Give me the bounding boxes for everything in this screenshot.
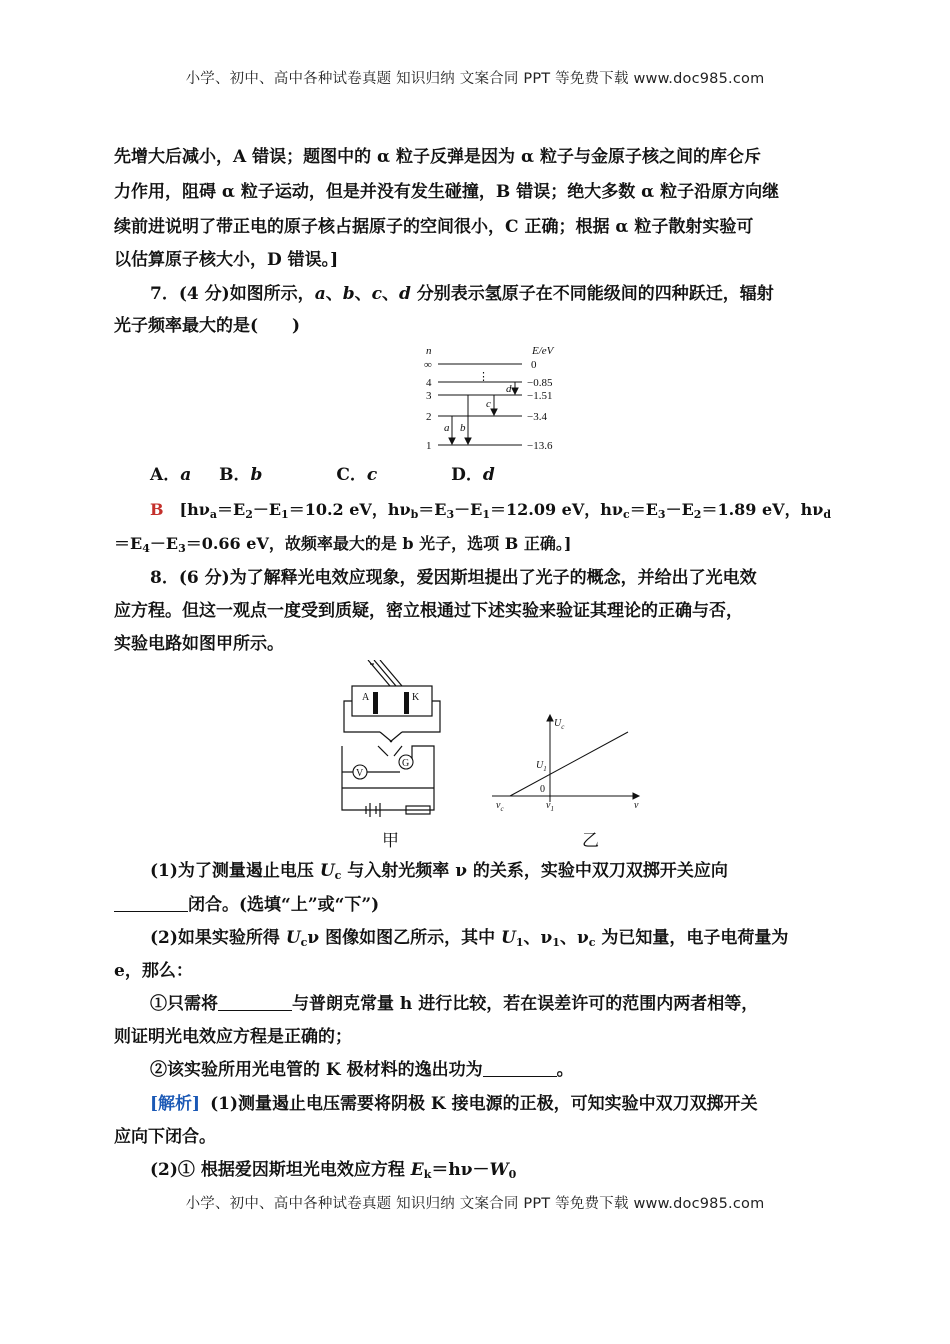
nu-1-label: $\nu_1$: [546, 800, 554, 812]
circuit-diagram: [330, 660, 450, 820]
expl1-text: ＝1.89 eV，hν: [701, 500, 824, 519]
expl1-text: ＝12.09 eV，hν: [490, 500, 624, 519]
expl2-sub: 4: [142, 542, 150, 555]
expl2-text: ＝E: [114, 534, 143, 553]
expl1-text: －E: [454, 500, 483, 519]
expl1-text: ＝E: [418, 500, 447, 519]
label-a: A: [362, 692, 370, 703]
q6-line-4: 以估算原子核大小，D 错误。]: [114, 250, 339, 270]
analysis-line-3: (2)① 根据爱因斯坦光电效应方程 $E_k=h\nu-W_0$: [150, 1160, 517, 1181]
expl1-sub: 2: [245, 508, 253, 521]
blank-work-function[interactable]: [483, 1062, 557, 1077]
q8-p1-line-1: (1)为了测量遏止电压 $U_c$ 与入射光频率 ν 的关系，实验中双刀双掷开关应向: [150, 861, 728, 882]
expl1-text: ＝10.2 eV，hν: [288, 500, 411, 519]
e-axis-label: E/eV: [532, 345, 554, 357]
expl1-sub: b: [410, 508, 419, 521]
expl1-text: ＝E: [629, 500, 658, 519]
uc-nu-graph: [488, 712, 648, 812]
voltmeter-label: V: [356, 768, 364, 779]
q6-line-1: 先增大后减小，A 错误；题图中的 α 粒子反弹是因为 α 粒子与金原子核之间的库仑斥: [114, 147, 761, 167]
expl1-sub: 3: [657, 508, 666, 521]
q6-line-3: 续前进说明了带正电的原子核占据原子的空间很小，C 正确；根据 α 粒子散射实验可: [114, 217, 754, 237]
q8-p1-line-2: 闭合。(选填“上”或“下”): [114, 895, 844, 915]
expl1-sub: c: [623, 508, 630, 521]
q7-answer-line-2: [114, 534, 844, 559]
option-d: D．d: [451, 465, 495, 485]
expl1-sub: d: [823, 508, 832, 521]
option-b: B．b: [219, 465, 263, 485]
q8-qi-line-1: ①只需将 与普朗克常量 h 进行比较，若在误差许可的范围内两者相等，: [150, 994, 759, 1014]
galvanometer-label: G: [402, 758, 410, 769]
expl1-sub: a: [209, 508, 217, 521]
label-k: K: [412, 692, 420, 703]
expl2-text: －E: [149, 534, 179, 553]
caption-jia: 甲: [382, 831, 399, 851]
level-label-2: 2: [426, 411, 432, 423]
arrow-label-a: a: [444, 422, 450, 434]
analysis-line-2: 应向下闭合。: [114, 1127, 216, 1147]
expl1-sub: 2: [693, 508, 702, 521]
arrow-label-c: c: [486, 398, 491, 410]
option-a: A．a: [150, 465, 192, 485]
arrow-label-b: b: [460, 422, 466, 434]
blank-switch-direction[interactable]: [114, 897, 188, 912]
n-axis-label: n: [426, 345, 432, 357]
blank-compare-quantity[interactable]: [218, 996, 292, 1011]
plate-k: [404, 692, 409, 714]
plate-a: [373, 692, 378, 714]
origin-label: 0: [540, 784, 545, 795]
expl1-sub: 3: [446, 508, 455, 521]
y-axis-label: $U_c$: [554, 718, 565, 731]
level-label-3: 3: [426, 390, 432, 402]
analysis-tag: [解析]: [150, 1094, 201, 1114]
expl1-sub: 1: [281, 508, 289, 521]
x-axis-label: ν: [634, 800, 639, 811]
expl1-text: －E: [252, 500, 282, 519]
q8-qi-line-2: 则证明光电效应方程是正确的；: [114, 1027, 352, 1047]
q7-answer-line-1: [150, 500, 880, 525]
level-energy-2: −3.4: [527, 411, 547, 423]
nu-c-label: $\nu_c$: [496, 800, 504, 812]
q8-stem-line-3: 实验电路如图甲所示。: [114, 634, 284, 654]
energy-level-diagram: [418, 342, 578, 454]
expl1-sub: 1: [482, 508, 490, 521]
arrow-label-d: d: [506, 383, 512, 395]
q7-stem-line-1: 7．(4 分)如图所示，a、b、c、d 分别表示氢原子在不同能级间的四种跃迁，辐射: [150, 284, 774, 304]
q7-options: [150, 465, 880, 485]
analysis-line-1: [解析] (1)测量遏止电压需要将阴极 K 接电源的正极，可知实验中双刀双掷开关: [150, 1094, 758, 1114]
dots: ⋮: [478, 371, 489, 383]
q8-stem-line-2: 应方程。但这一观点一度受到质疑，密立根通过下述实验来验证其理论的正确与否，: [114, 601, 743, 621]
page-header: 小学、初中、高中各种试卷真题 知识归纳 文案合同 PPT 等免费下载 www.doc985.com: [185, 71, 765, 87]
expl1-text: [hν: [179, 500, 210, 519]
expl2-text: ＝0.66 eV，故频率最大的是 b 光子，选项 B 正确。]: [185, 534, 572, 553]
level-energy-4: −0.85: [527, 377, 553, 389]
level-label-1: 1: [426, 440, 432, 452]
caption-yi: 乙: [582, 831, 599, 851]
q8-p2-line-1: (2)如果实验所得 $U_c\nu$ 图像如图乙所示，其中 $U_1$、$\nu_1$、$\nu_c$ 为已知量，电子电荷量为: [150, 928, 789, 949]
q6-line-2: 力作用，阻碍 α 粒子运动，但是并没有发生碰撞，B 错误；绝大多数 α 粒子沿原方向继: [114, 182, 780, 202]
q8-qii-line: ②该实验所用光电管的 K 极材料的逸出功为 。: [150, 1060, 574, 1080]
option-c: C．c: [336, 465, 378, 485]
q8-stem-line-1: 8．(6 分)为了解释光电效应现象，爱因斯坦提出了光子的概念，并给出了光电效: [150, 568, 757, 588]
level-label-inf: ∞: [424, 359, 432, 371]
page-footer: 小学、初中、高中各种试卷真题 知识归纳 文案合同 PPT 等免费下载 www.doc985.com: [185, 1196, 765, 1212]
answer-letter: B: [150, 500, 164, 519]
u1-label: $U_1$: [536, 760, 547, 773]
expl2-sub: 3: [178, 542, 186, 555]
level-energy-1: −13.6: [527, 440, 553, 452]
level-energy-3: −1.51: [527, 390, 553, 402]
q8-p2-line-2: e，那么：: [114, 961, 193, 981]
q7-stem-line-2: 光子频率最大的是( ): [114, 316, 301, 336]
level-label-4: 4: [426, 377, 432, 389]
level-energy-inf: 0: [531, 359, 537, 371]
expl1-text: ＝E: [216, 500, 246, 519]
expl1-text: －E: [665, 500, 694, 519]
